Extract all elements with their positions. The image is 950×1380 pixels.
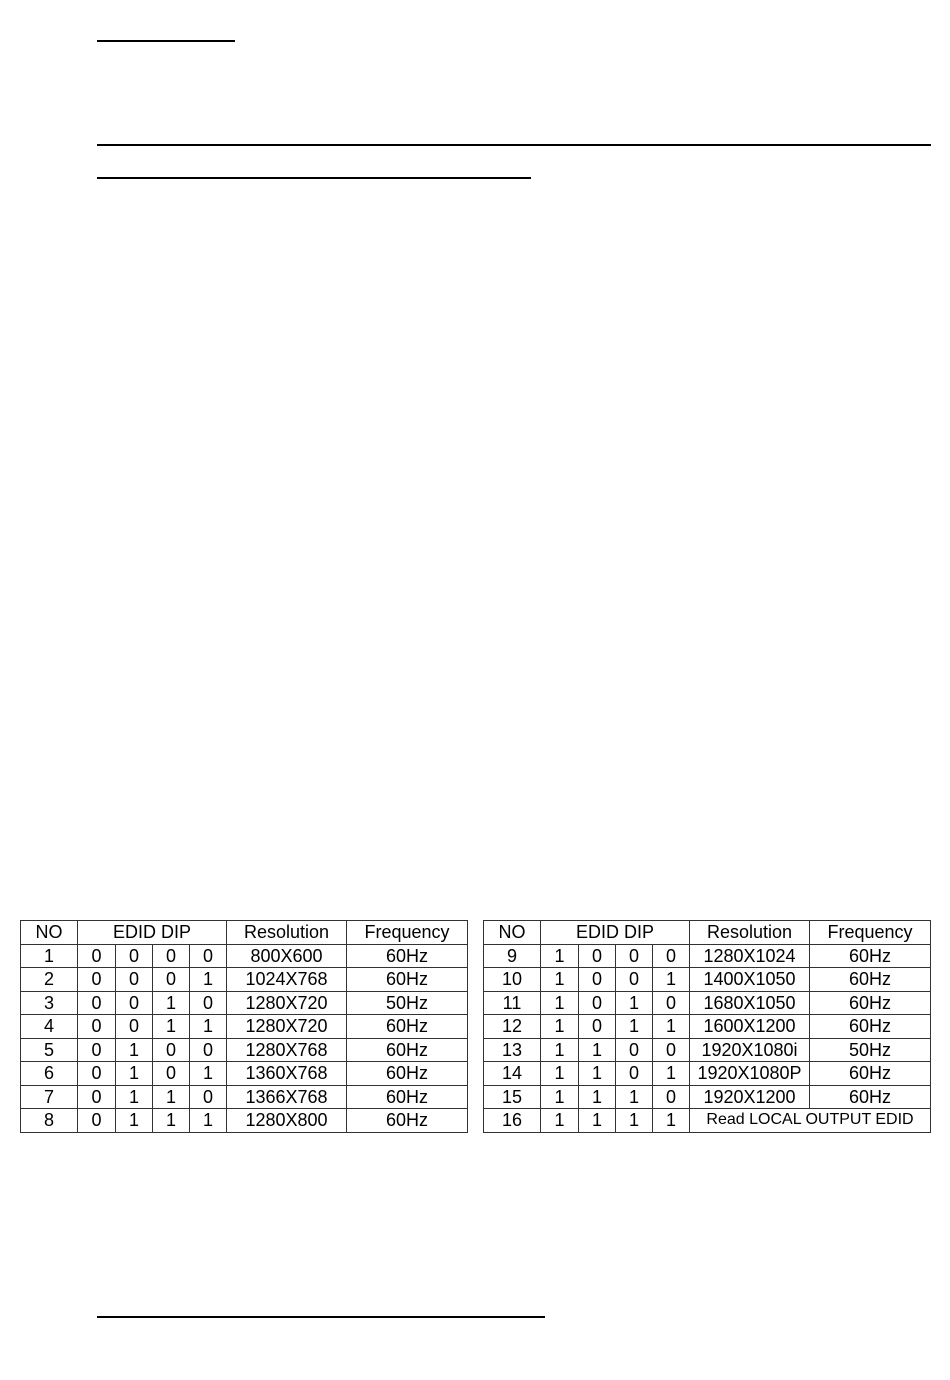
cell-frequency: 50Hz	[810, 1038, 931, 1062]
cell-frequency: 60Hz	[810, 991, 931, 1015]
cell-dip-switch: 0	[579, 1015, 616, 1039]
cell-resolution: 1366X768	[227, 1085, 347, 1109]
section-underline-short	[97, 177, 531, 179]
header-resolution: Resolution	[227, 921, 347, 945]
cell-dip-switch: 1	[616, 991, 653, 1015]
cell-dip-switch: 1	[616, 1109, 653, 1133]
cell-dip-switch: 0	[78, 1085, 116, 1109]
cell-resolution: 1920X1080P	[690, 1062, 810, 1086]
cell-dip-switch: 1	[653, 1062, 690, 1086]
cell-dip-switch: 0	[153, 1062, 190, 1086]
cell-dip-switch: 0	[653, 991, 690, 1015]
cell-dip-switch: 0	[579, 968, 616, 992]
cell-resolution: 1280X720	[227, 991, 347, 1015]
table-row	[21, 1109, 468, 1133]
header-edid-dip: EDID DIP	[78, 921, 227, 945]
cell-frequency: 60Hz	[347, 1038, 468, 1062]
cell-dip-switch: 1	[116, 1038, 153, 1062]
table-row	[21, 991, 468, 1015]
cell-dip-switch: 1	[541, 944, 579, 968]
cell-no: 12	[484, 1015, 541, 1039]
cell-dip-switch: 1	[116, 1085, 153, 1109]
cell-dip-switch: 1	[190, 1109, 227, 1133]
table-row	[484, 1038, 931, 1062]
header-no: NO	[484, 921, 541, 945]
cell-no: 11	[484, 991, 541, 1015]
cell-dip-switch: 0	[616, 1062, 653, 1086]
cell-dip-switch: 1	[153, 1085, 190, 1109]
cell-frequency: 50Hz	[347, 991, 468, 1015]
cell-dip-switch: 0	[78, 1062, 116, 1086]
table-row	[21, 968, 468, 992]
cell-frequency: 60Hz	[347, 944, 468, 968]
cell-no: 5	[21, 1038, 78, 1062]
table-header-row	[484, 921, 931, 945]
cell-dip-switch: 1	[190, 1062, 227, 1086]
table-row	[21, 1062, 468, 1086]
table-row	[484, 1015, 931, 1039]
cell-no: 10	[484, 968, 541, 992]
header-frequency: Frequency	[810, 921, 931, 945]
cell-resolution: 1600X1200	[690, 1015, 810, 1039]
table-row	[21, 1038, 468, 1062]
cell-resolution: 1024X768	[227, 968, 347, 992]
cell-dip-switch: 0	[653, 1038, 690, 1062]
cell-dip-switch: 1	[653, 1015, 690, 1039]
cell-dip-switch: 1	[579, 1038, 616, 1062]
cell-read-local-output-edid: Read LOCAL OUTPUT EDID	[690, 1109, 931, 1133]
cell-frequency: 60Hz	[810, 1015, 931, 1039]
header-resolution: Resolution	[690, 921, 810, 945]
cell-dip-switch: 0	[653, 1085, 690, 1109]
edid-table-left	[20, 920, 468, 1133]
cell-dip-switch: 0	[190, 944, 227, 968]
section-underline	[97, 144, 931, 146]
cell-resolution: 1360X768	[227, 1062, 347, 1086]
cell-frequency: 60Hz	[347, 1109, 468, 1133]
cell-dip-switch: 1	[116, 1062, 153, 1086]
cell-dip-switch: 1	[579, 1085, 616, 1109]
cell-resolution: 1280X800	[227, 1109, 347, 1133]
footer-underline	[97, 1316, 545, 1318]
cell-dip-switch: 1	[541, 1062, 579, 1086]
cell-dip-switch: 0	[78, 944, 116, 968]
cell-dip-switch: 0	[116, 1015, 153, 1039]
cell-resolution: 1920X1200	[690, 1085, 810, 1109]
cell-resolution: 1280X720	[227, 1015, 347, 1039]
cell-no: 15	[484, 1085, 541, 1109]
cell-dip-switch: 1	[541, 968, 579, 992]
cell-resolution: 1400X1050	[690, 968, 810, 992]
cell-no: 13	[484, 1038, 541, 1062]
cell-frequency: 60Hz	[347, 968, 468, 992]
cell-no: 8	[21, 1109, 78, 1133]
cell-dip-switch: 1	[653, 968, 690, 992]
heading-underline	[97, 40, 235, 42]
cell-no: 1	[21, 944, 78, 968]
table-row	[484, 944, 931, 968]
cell-dip-switch: 1	[541, 1038, 579, 1062]
cell-dip-switch: 1	[653, 1109, 690, 1133]
cell-dip-switch: 1	[541, 1085, 579, 1109]
cell-dip-switch: 0	[78, 1015, 116, 1039]
cell-no: 16	[484, 1109, 541, 1133]
cell-dip-switch: 0	[78, 968, 116, 992]
cell-resolution: 1680X1050	[690, 991, 810, 1015]
cell-dip-switch: 1	[541, 991, 579, 1015]
header-frequency: Frequency	[347, 921, 468, 945]
cell-resolution: 1920X1080i	[690, 1038, 810, 1062]
cell-dip-switch: 0	[579, 944, 616, 968]
cell-dip-switch: 0	[579, 991, 616, 1015]
cell-dip-switch: 1	[190, 968, 227, 992]
header-edid-dip: EDID DIP	[541, 921, 690, 945]
cell-no: 3	[21, 991, 78, 1015]
cell-dip-switch: 1	[616, 1015, 653, 1039]
table-row	[484, 968, 931, 992]
cell-dip-switch: 1	[616, 1085, 653, 1109]
cell-dip-switch: 1	[153, 1109, 190, 1133]
cell-resolution: 1280X768	[227, 1038, 347, 1062]
cell-frequency: 60Hz	[347, 1085, 468, 1109]
edid-table-right	[483, 920, 931, 1133]
cell-dip-switch: 1	[541, 1109, 579, 1133]
cell-dip-switch: 0	[78, 991, 116, 1015]
cell-no: 9	[484, 944, 541, 968]
cell-resolution: 1280X1024	[690, 944, 810, 968]
table-header-row	[21, 921, 468, 945]
cell-dip-switch: 0	[190, 1038, 227, 1062]
cell-frequency: 60Hz	[810, 968, 931, 992]
cell-frequency: 60Hz	[810, 944, 931, 968]
cell-dip-switch: 1	[541, 1015, 579, 1039]
cell-dip-switch: 0	[153, 1038, 190, 1062]
cell-dip-switch: 0	[116, 991, 153, 1015]
cell-dip-switch: 0	[116, 968, 153, 992]
cell-dip-switch: 0	[616, 968, 653, 992]
table-row	[21, 944, 468, 968]
cell-dip-switch: 0	[653, 944, 690, 968]
cell-dip-switch: 0	[153, 968, 190, 992]
cell-no: 7	[21, 1085, 78, 1109]
cell-frequency: 60Hz	[347, 1062, 468, 1086]
cell-no: 6	[21, 1062, 78, 1086]
cell-dip-switch: 0	[116, 944, 153, 968]
table-row	[484, 1109, 931, 1133]
cell-dip-switch: 1	[190, 1015, 227, 1039]
cell-frequency: 60Hz	[810, 1062, 931, 1086]
cell-dip-switch: 1	[579, 1109, 616, 1133]
cell-dip-switch: 0	[190, 991, 227, 1015]
cell-dip-switch: 1	[153, 1015, 190, 1039]
cell-dip-switch: 0	[190, 1085, 227, 1109]
table-row	[484, 991, 931, 1015]
cell-dip-switch: 0	[616, 1038, 653, 1062]
table-row	[21, 1085, 468, 1109]
cell-dip-switch: 1	[116, 1109, 153, 1133]
cell-dip-switch: 1	[579, 1062, 616, 1086]
cell-dip-switch: 0	[153, 944, 190, 968]
cell-no: 2	[21, 968, 78, 992]
cell-dip-switch: 0	[78, 1109, 116, 1133]
cell-frequency: 60Hz	[347, 1015, 468, 1039]
cell-frequency: 60Hz	[810, 1085, 931, 1109]
cell-dip-switch: 1	[153, 991, 190, 1015]
table-row	[484, 1062, 931, 1086]
cell-no: 14	[484, 1062, 541, 1086]
table-row	[21, 1015, 468, 1039]
cell-dip-switch: 0	[78, 1038, 116, 1062]
header-no: NO	[21, 921, 78, 945]
cell-resolution: 800X600	[227, 944, 347, 968]
table-row	[484, 1085, 931, 1109]
cell-no: 4	[21, 1015, 78, 1039]
cell-dip-switch: 0	[616, 944, 653, 968]
